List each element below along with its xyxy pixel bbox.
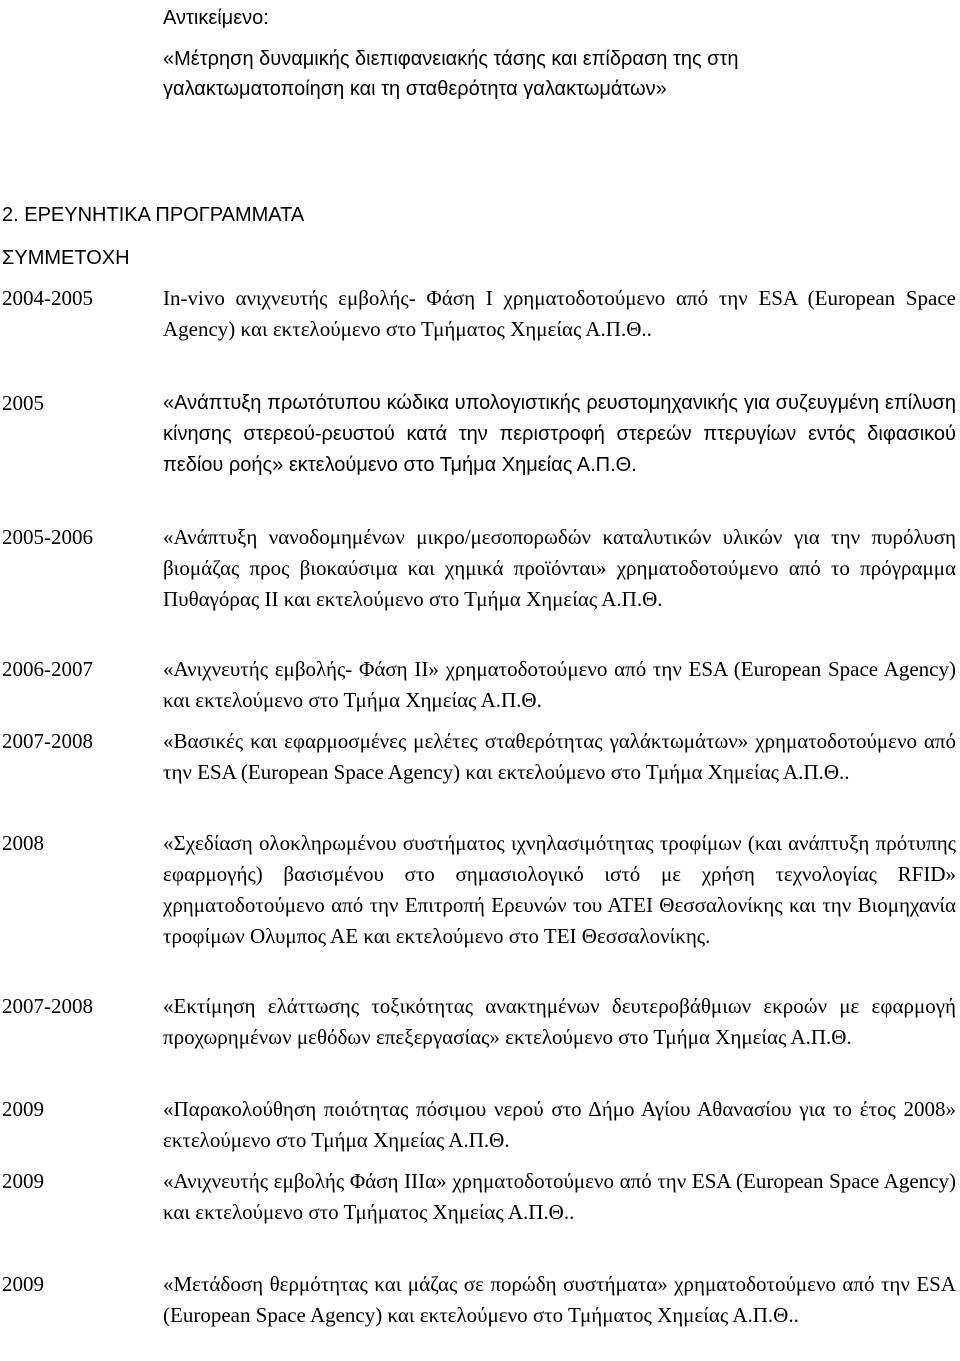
subject-label: Αντικείμενο: bbox=[163, 7, 269, 29]
project-description: «Βασικές και εφαρμοσμένες μελέτες σταθερότητας γαλάκτωμάτων» χρηματοδοτούμενο από την ESA (European Space Agency) και εκτελούμενο στο Τμήμα Χημείας Α.Π.Θ.. bbox=[163, 729, 956, 784]
section-heading: 2. ΕΡΕΥΝΗΤΙΚΑ ΠΡΟΓΡΑΜΜΑΤΑ bbox=[2, 204, 305, 226]
project-year: 2008 bbox=[2, 831, 44, 855]
project-year: 2004-2005 bbox=[2, 286, 93, 310]
project-year: 2009 bbox=[2, 1097, 44, 1121]
project-description: «Ανιχνευτής εμβολής Φάση ΙΙΙα» χρηματοδοτούμενο από την ESA (European Space Agency) και εκτελούμενο στο Τμήματος Χημείας Α.Π.Θ.. bbox=[163, 1169, 956, 1224]
project-description: «Μετάδοση θερμότητας και μάζας σε πορώδη συστήματα» χρηματοδοτούμενο από την ESA (European Space Agency) και εκτελούμενο στο Τμήματος Χημείας Α.Π.Θ.. bbox=[163, 1272, 956, 1327]
project-year: 2009 bbox=[2, 1272, 44, 1296]
project-description: «Ανάπτυξη νανοδομημένων μικρο/μεσοπορωδών καταλυτικών υλικών για την πυρόλυση βιομάζας προς βιοκαύσιμα και χημικά προϊόνται» χρηματοδοτούμενο από το πρόγραμμα Πυθαγόρας ΙΙ και εκτελούμενο στο Τμήμα Χημείας Α.Π.Θ. bbox=[163, 525, 956, 611]
project-year: 2006-2007 bbox=[2, 657, 93, 681]
project-description: «Σχεδίαση ολοκληρωμένου συστήματος ιχνηλασιμότητας τροφίμων (και ανάπτυξη πρότυπης εφαρμογής) βασισμένου στο σημασιολογικό ιστό με χρήση τεχνολογίας RFID» χρηματοδοτούμενο από την Επιτροπή Ερευνών του ΑΤΕΙ Θεσσαλονίκης και την Βιομηχανία τροφίμων Ολυμπος ΑΕ και εκτελούμενο στο ΤΕΙ Θεσσαλονίκης. bbox=[163, 831, 956, 948]
project-year: 2005-2006 bbox=[2, 525, 93, 549]
project-description: «Παρακολούθηση ποιότητας πόσιμου νερού στο Δήμο Αγίου Αθανασίου για το έτος 2008» εκτελούμενο στο Τμήμα Χημείας Α.Π.Θ. bbox=[163, 1097, 956, 1152]
project-year: 2007-2008 bbox=[2, 729, 93, 753]
project-description: «Ανιχνευτής εμβολής- Φάση ΙΙ» χρηματοδοτούμενο από την ESA (European Space Agency) και εκτελούμενο στο Τμήμα Χημείας Α.Π.Θ. bbox=[163, 657, 956, 712]
section-subheading: ΣΥΜΜΕΤΟΧΗ bbox=[2, 247, 130, 269]
project-description: In-vivo ανιχνευτής εμβολής- Φάση Ι χρηματοδοτούμενο από την ESA (European Space Agency) και εκτελούμενο στο Τμήματος Χημείας Α.Π.Θ.. bbox=[163, 286, 956, 341]
project-year: 2009 bbox=[2, 1169, 44, 1193]
project-year: 2007-2008 bbox=[2, 994, 93, 1018]
project-year: 2005 bbox=[2, 391, 44, 415]
project-description: «Ανάπτυξη πρωτότυπου κώδικα υπολογιστικής ρευστομηχανικής για συζευγμένη επίλυση κίνησης στερεού-ρευστού κατά την περιστροφή στερεών πτερυγίων εντός διφασικού πεδίου ροής» εκτελούμενο στο Τμήμα Χημείας Α.Π.Θ. bbox=[163, 392, 956, 476]
project-description: «Εκτίμηση ελάττωσης τοξικότητας ανακτημένων δευτεροβάθμιων εκροών με εφαρμογή προχωρημένων μεθόδων επεξεργασίας» εκτελούμενο στο Τμήμα Χημείας Α.Π.Θ. bbox=[163, 994, 956, 1049]
subject-text: «Μέτρηση δυναμικής διεπιφανειακής τάσης και επίδραση της στη γαλακτωματοποίηση και τη σταθερότητα γαλακτωμάτων» bbox=[163, 48, 739, 100]
